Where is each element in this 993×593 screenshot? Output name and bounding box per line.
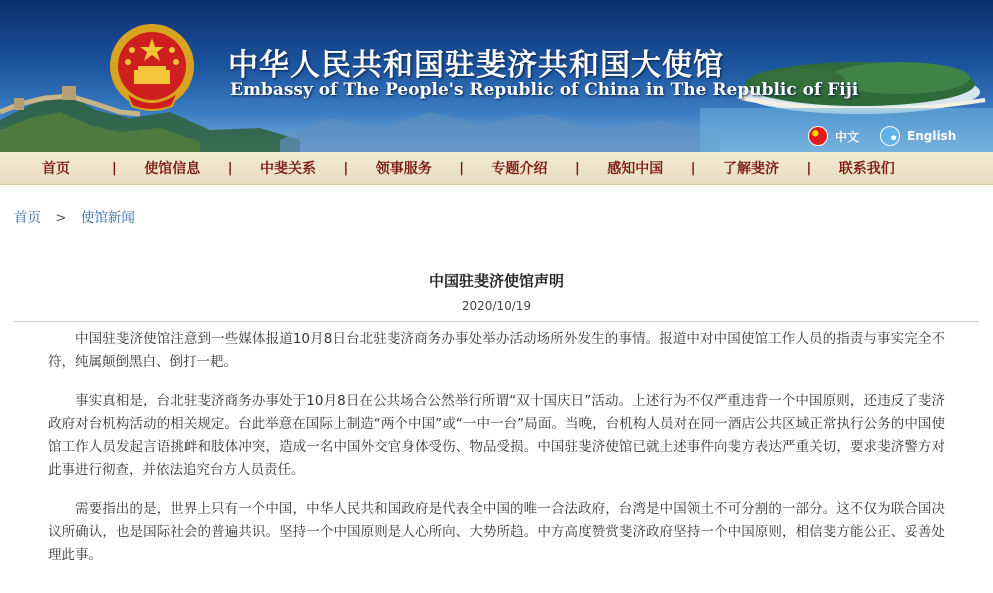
article-title: 中国驻斐济使馆声明: [428, 272, 564, 290]
nav-item-embassy-info[interactable]: 使馆信息: [144, 161, 201, 177]
article-paragraph: 事实真相是，台北驻斐济商务办事处于10月8日在公共场合公然举行所谓“双十国庆日”活动。上述行为不仅严重违背一个中国原则，还违反了斐济政府对台机构活动的相关规定。台此举意在国际上制造“两个中国”或“一中一台”局面。当晚，台机构人员对在同一酒店公共区域正常执行公务的中国使馆工作人员发起言语挑衅和肢体冲突，造成一名中国外交官身体受伤、物品受损。中国驻斐济使馆已就上述事件向斐方表达严重关切，要求斐济警方对此事进行彻查，并依法追究台方人员责任。: [48, 393, 945, 478]
site-title-en: Embassy of The People's Republic of China in The Republic of Fiji: [230, 80, 859, 100]
breadcrumb: [14, 206, 145, 226]
nav-item-topics[interactable]: 专题介绍: [491, 161, 548, 177]
nav-separator: |: [690, 160, 696, 176]
breadcrumb-home-link[interactable]: 首页: [14, 210, 41, 226]
china-flag-icon: [808, 126, 828, 146]
language-english-link[interactable]: [880, 126, 956, 146]
language-english-label: English: [907, 129, 957, 143]
nav-item-perceive-china[interactable]: 感知中国: [607, 161, 664, 177]
nav-item-home[interactable]: 首页: [42, 161, 70, 177]
article-divider: [14, 321, 979, 322]
nav-item-contact-us[interactable]: 联系我们: [838, 161, 895, 177]
nav-separator: |: [575, 160, 580, 176]
article-date: 2020/10/19: [461, 299, 532, 313]
nav-separator: |: [806, 160, 812, 176]
breadcrumb-current-link[interactable]: 使馆新闻: [80, 210, 135, 226]
chevron-right-icon: >: [55, 210, 67, 226]
nav-item-about-fiji[interactable]: 了解斐济: [723, 161, 779, 177]
language-chinese-label: 中文: [835, 129, 860, 144]
fiji-flag-icon: [880, 126, 900, 146]
nav-separator: |: [112, 160, 117, 176]
article-paragraph: 中国驻斐济使馆注意到一些媒体报道10月8日台北驻斐济商务办事处举办活动场所外发生的事情。报道中对中国使馆工作人员的指责与事实完全不符，纯属颠倒黑白、倒打一耙。: [48, 331, 945, 370]
article-paragraph: 需要指出的是，世界上只有一个中国，中华人民共和国政府是代表全中国的唯一合法政府，台湾是中国领土不可分割的一部分。这不仅为联合国决议所确认，也是国际社会的普遍共识。坚持一个中国原则是人心所向、大势所趋。中方高度赞赏斐济政府坚持一个中国原则，相信斐方能公正、妥善处理此事。: [48, 501, 945, 563]
nav-separator: |: [459, 160, 464, 176]
language-chinese-link[interactable]: [808, 126, 859, 146]
article: [0, 270, 993, 583]
national-emblem-icon: [108, 22, 196, 114]
article-body: [0, 328, 993, 567]
main-nav: [0, 152, 993, 185]
site-title-cn: 中华人民共和国驻斐济共和国大使馆: [228, 48, 724, 83]
header-banner: [0, 0, 993, 152]
nav-separator: |: [227, 160, 233, 176]
nav-item-consular-services[interactable]: 领事服务: [375, 161, 432, 177]
nav-separator: |: [343, 160, 349, 176]
nav-item-china-fiji-relations[interactable]: 中斐关系: [260, 161, 316, 177]
